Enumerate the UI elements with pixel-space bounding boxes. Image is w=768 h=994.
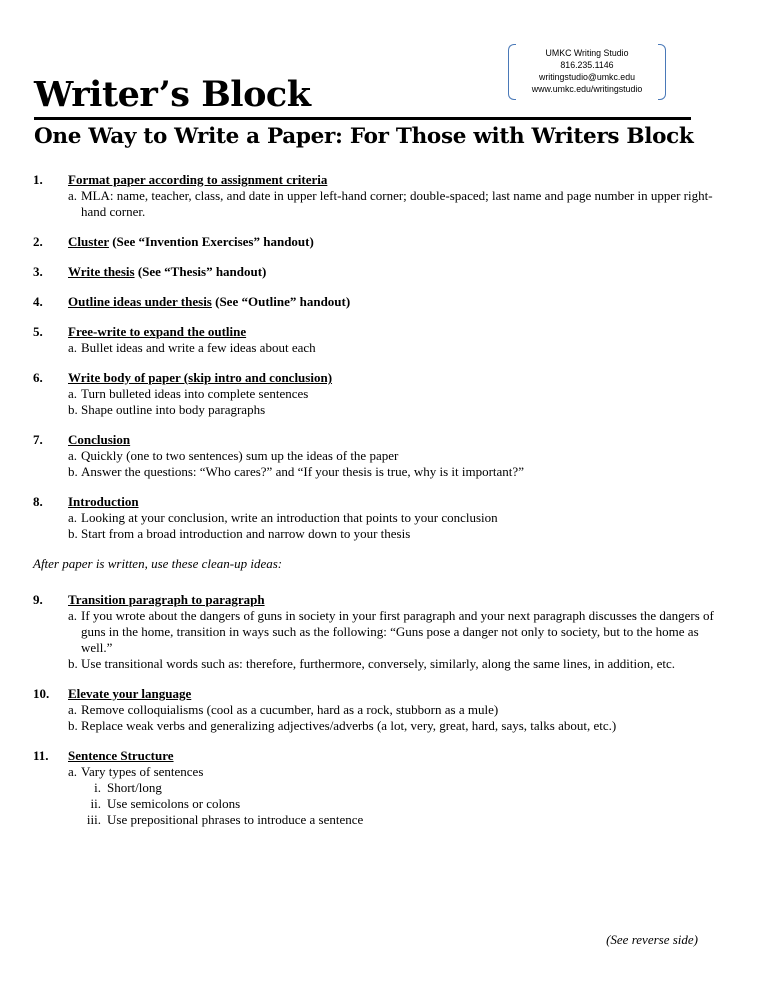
item-reference: (See “Invention Exercises” handout) bbox=[108, 234, 314, 249]
item-heading bbox=[33, 432, 733, 448]
sub-item-marker: a. bbox=[68, 702, 78, 717]
sub-sub-item bbox=[33, 780, 733, 796]
sub-item bbox=[33, 702, 733, 718]
item-number: 5. bbox=[33, 324, 43, 339]
item-reference: (See “Thesis” handout) bbox=[134, 264, 267, 279]
list-item bbox=[33, 686, 733, 734]
item-heading bbox=[33, 324, 733, 340]
sub-item-text: Replace weak verbs and generalizing adjectives/adverbs (a lot, very, great, hard, says, talks about, etc.) bbox=[81, 718, 617, 733]
sub-item-marker: b. bbox=[68, 526, 78, 541]
sub-item bbox=[33, 764, 733, 780]
sub-item bbox=[33, 386, 733, 402]
sub-item-marker: b. bbox=[68, 718, 78, 733]
sub-item bbox=[33, 718, 733, 734]
item-heading-text bbox=[68, 324, 246, 340]
sub-item-marker: a. bbox=[68, 386, 78, 401]
item-number: 11. bbox=[33, 748, 49, 763]
item-heading bbox=[33, 370, 733, 386]
sub-sub-item-text: Use prepositional phrases to introduce a sentence bbox=[107, 812, 364, 827]
sub-sub-item bbox=[33, 812, 733, 828]
item-title: Write thesis bbox=[68, 264, 135, 279]
sub-item-marker: b. bbox=[68, 464, 78, 479]
sub-item-text: MLA: name, teacher, class, and date in upper left-hand corner; double-spaced; last name and page number in upper right-hand corner. bbox=[81, 188, 713, 219]
item-number: 9. bbox=[33, 592, 43, 607]
item-heading-text bbox=[68, 172, 327, 188]
item-title: Write body of paper (skip intro and conclusion) bbox=[68, 370, 333, 385]
sub-item bbox=[33, 526, 733, 542]
contact-email: writingstudio@umkc.edu bbox=[539, 72, 635, 82]
item-heading bbox=[33, 264, 733, 280]
sub-item-text: Shape outline into body paragraphs bbox=[81, 402, 266, 417]
list-item bbox=[33, 234, 733, 250]
sub-item-text: Start from a broad introduction and narrow down to your thesis bbox=[81, 526, 411, 541]
doc-title: Writer’s Block bbox=[34, 74, 311, 115]
sub-sub-item-marker: ii. bbox=[90, 796, 101, 811]
content bbox=[33, 172, 733, 842]
list-item bbox=[33, 294, 733, 310]
sub-item-text: Quickly (one to two sentences) sum up the ideas of the paper bbox=[81, 448, 399, 463]
list-item bbox=[33, 264, 733, 280]
list-item bbox=[33, 432, 733, 480]
list-item bbox=[33, 494, 733, 542]
sub-item-text: Bullet ideas and write a few ideas about each bbox=[81, 340, 316, 355]
item-heading bbox=[33, 494, 733, 510]
item-title: Introduction bbox=[68, 494, 139, 509]
sub-item-marker: a. bbox=[68, 510, 78, 525]
sub-item bbox=[33, 448, 733, 464]
sub-sub-item-marker: iii. bbox=[86, 812, 101, 827]
sub-item-text: Answer the questions: “Who cares?” and “If your thesis is true, why is it important?” bbox=[81, 464, 524, 479]
list-item bbox=[33, 592, 733, 672]
sub-sub-item-text: Short/long bbox=[107, 780, 162, 795]
item-title: Format paper according to assignment criteria bbox=[68, 172, 328, 187]
sub-sub-item-marker: i. bbox=[94, 780, 101, 795]
sub-sub-item-text: Use semicolons or colons bbox=[107, 796, 241, 811]
sub-item bbox=[33, 188, 733, 220]
sub-item-marker: b. bbox=[68, 402, 78, 417]
sub-item-text: Remove colloquialisms (cool as a cucumber, hard as a rock, stubborn as a mule) bbox=[81, 702, 499, 717]
item-title: Free-write to expand the outline bbox=[68, 324, 247, 339]
item-heading-text bbox=[68, 748, 174, 764]
item-heading-text bbox=[68, 592, 265, 608]
sub-item-marker: a. bbox=[68, 188, 78, 203]
item-heading-text bbox=[68, 494, 139, 510]
sub-item bbox=[33, 340, 733, 356]
sub-item-text: Looking at your conclusion, write an introduction that points to your conclusion bbox=[81, 510, 498, 525]
title-rule bbox=[34, 117, 691, 120]
see-reverse-note: (See reverse side) bbox=[606, 932, 698, 947]
sub-sub-item bbox=[33, 796, 733, 812]
item-heading bbox=[33, 748, 733, 764]
sub-item-marker: a. bbox=[68, 448, 78, 463]
sub-item-marker: a. bbox=[68, 608, 78, 623]
contact-box bbox=[508, 44, 666, 100]
sub-item bbox=[33, 510, 733, 526]
item-number: 1. bbox=[33, 172, 43, 187]
steps-list bbox=[33, 172, 733, 542]
item-number: 10. bbox=[33, 686, 50, 701]
item-heading-text bbox=[68, 294, 350, 310]
item-heading bbox=[33, 686, 733, 702]
contact-phone: 816.235.1146 bbox=[560, 60, 614, 70]
contact-org: UMKC Writing Studio bbox=[545, 48, 629, 58]
item-number: 3. bbox=[33, 264, 43, 279]
item-number: 7. bbox=[33, 432, 43, 447]
item-number: 4. bbox=[33, 294, 43, 309]
sub-item bbox=[33, 656, 733, 672]
cleanup-list bbox=[33, 592, 733, 828]
item-number: 2. bbox=[33, 234, 43, 249]
item-heading bbox=[33, 592, 733, 608]
item-heading-text bbox=[68, 370, 332, 386]
sub-item-marker: a. bbox=[68, 764, 78, 779]
item-heading-text bbox=[68, 234, 314, 250]
sub-item-text: Turn bulleted ideas into complete sentences bbox=[81, 386, 309, 401]
contact-web: www.umkc.edu/writingstudio bbox=[531, 84, 643, 94]
item-heading-text bbox=[68, 432, 130, 448]
item-heading-text bbox=[68, 264, 266, 280]
item-heading-text bbox=[68, 686, 191, 702]
sub-item-text: If you wrote about the dangers of guns in society in your first paragraph and your next paragraph discusses the dangers of guns in the home, transition in ways such as the following: “Guns pose a danger not only to society, but to the home as well.” bbox=[81, 608, 714, 655]
item-heading bbox=[33, 294, 733, 310]
item-title: Conclusion bbox=[68, 432, 131, 447]
item-title: Elevate your language bbox=[68, 686, 192, 701]
item-number: 8. bbox=[33, 494, 43, 509]
item-heading bbox=[33, 172, 733, 188]
list-item bbox=[33, 172, 733, 220]
sub-item bbox=[33, 608, 733, 656]
list-item bbox=[33, 370, 733, 418]
sub-item-marker: b. bbox=[68, 656, 78, 671]
cleanup-note: After paper is written, use these clean-up ideas: bbox=[33, 556, 283, 571]
item-title: Sentence Structure bbox=[68, 748, 174, 763]
sub-item bbox=[33, 464, 733, 480]
list-item bbox=[33, 748, 733, 828]
item-title: Cluster bbox=[68, 234, 109, 249]
sub-item-marker: a. bbox=[68, 340, 78, 355]
item-reference: (See “Outline” handout) bbox=[211, 294, 351, 309]
sub-item bbox=[33, 402, 733, 418]
item-title: Transition paragraph to paragraph bbox=[68, 592, 265, 607]
doc-subtitle: One Way to Write a Paper: For Those with Writers Block bbox=[34, 124, 694, 149]
list-item bbox=[33, 324, 733, 356]
item-heading bbox=[33, 234, 733, 250]
item-number: 6. bbox=[33, 370, 43, 385]
sub-item-text: Vary types of sentences bbox=[81, 764, 204, 779]
sub-item-text: Use transitional words such as: therefore, furthermore, conversely, similarly, along the same lines, in addition, etc. bbox=[81, 656, 675, 671]
item-title: Outline ideas under thesis bbox=[68, 294, 212, 309]
